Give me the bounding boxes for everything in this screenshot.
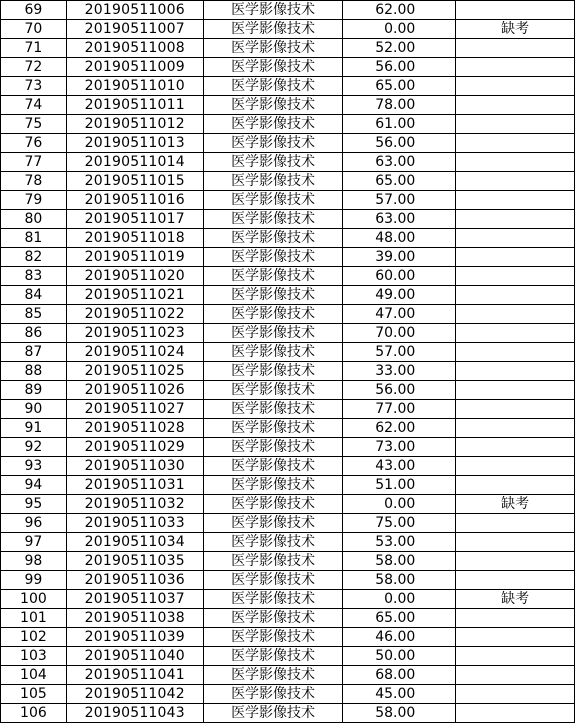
major-cell: 医学影像技术 [203, 381, 343, 400]
score-cell: 50.00 [343, 647, 456, 666]
exam-id-cell: 20190511037 [66, 590, 203, 609]
score-cell: 62.00 [343, 1, 456, 20]
note-cell [456, 552, 575, 571]
note-cell [456, 324, 575, 343]
table-row [1, 77, 575, 96]
note-cell [456, 172, 575, 191]
table-row [1, 1, 575, 20]
row-number-cell: 83 [1, 267, 67, 286]
exam-id-cell: 20190511036 [66, 571, 203, 590]
exam-id-cell: 20190511007 [66, 20, 203, 39]
exam-id-cell: 20190511014 [66, 153, 203, 172]
table-row [1, 552, 575, 571]
table-row [1, 400, 575, 419]
table-row [1, 115, 575, 134]
major-cell: 医学影像技术 [203, 419, 343, 438]
row-number-cell: 100 [1, 590, 67, 609]
score-cell: 68.00 [343, 666, 456, 685]
score-cell: 63.00 [343, 153, 456, 172]
table-row [1, 324, 575, 343]
table-row [1, 172, 575, 191]
table-row [1, 666, 575, 685]
exam-id-cell: 20190511015 [66, 172, 203, 191]
row-number-cell: 103 [1, 647, 67, 666]
score-cell: 0.00 [343, 495, 456, 514]
table-row [1, 96, 575, 115]
row-number-cell: 95 [1, 495, 67, 514]
row-number-cell: 74 [1, 96, 67, 115]
major-cell: 医学影像技术 [203, 609, 343, 628]
row-number-cell: 71 [1, 39, 67, 58]
row-number-cell: 81 [1, 229, 67, 248]
exam-id-cell: 20190511042 [66, 685, 203, 704]
row-number-cell: 93 [1, 457, 67, 476]
row-number-cell: 99 [1, 571, 67, 590]
row-number-cell: 77 [1, 153, 67, 172]
major-cell: 医学影像技术 [203, 77, 343, 96]
score-cell: 61.00 [343, 115, 456, 134]
row-number-cell: 73 [1, 77, 67, 96]
note-cell [456, 685, 575, 704]
major-cell: 医学影像技术 [203, 476, 343, 495]
major-cell: 医学影像技术 [203, 115, 343, 134]
score-cell: 70.00 [343, 324, 456, 343]
row-number-cell: 79 [1, 191, 67, 210]
score-cell: 56.00 [343, 134, 456, 153]
row-number-cell: 97 [1, 533, 67, 552]
major-cell: 医学影像技术 [203, 400, 343, 419]
note-cell [456, 343, 575, 362]
table-body [1, 1, 575, 723]
table-row [1, 419, 575, 438]
note-cell [456, 77, 575, 96]
note-cell [456, 419, 575, 438]
score-cell: 53.00 [343, 533, 456, 552]
exam-id-cell: 20190511008 [66, 39, 203, 58]
table-row [1, 248, 575, 267]
row-number-cell: 85 [1, 305, 67, 324]
major-cell: 医学影像技术 [203, 1, 343, 20]
note-cell [456, 267, 575, 286]
note-cell [456, 647, 575, 666]
table-row [1, 457, 575, 476]
row-number-cell: 76 [1, 134, 67, 153]
score-cell: 57.00 [343, 343, 456, 362]
note-cell [456, 704, 575, 723]
note-cell [456, 400, 575, 419]
table-row [1, 153, 575, 172]
major-cell: 医学影像技术 [203, 685, 343, 704]
row-number-cell: 90 [1, 400, 67, 419]
exam-id-cell: 20190511011 [66, 96, 203, 115]
major-cell: 医学影像技术 [203, 96, 343, 115]
note-cell [456, 115, 575, 134]
exam-id-cell: 20190511035 [66, 552, 203, 571]
exam-id-cell: 20190511034 [66, 533, 203, 552]
exam-id-cell: 20190511022 [66, 305, 203, 324]
note-cell [456, 1, 575, 20]
score-cell: 47.00 [343, 305, 456, 324]
score-cell: 45.00 [343, 685, 456, 704]
major-cell: 医学影像技术 [203, 134, 343, 153]
note-cell [456, 666, 575, 685]
row-number-cell: 98 [1, 552, 67, 571]
table-row [1, 647, 575, 666]
major-cell: 医学影像技术 [203, 286, 343, 305]
exam-id-cell: 20190511010 [66, 77, 203, 96]
note-cell [456, 191, 575, 210]
table-row [1, 267, 575, 286]
score-cell: 60.00 [343, 267, 456, 286]
table-row [1, 362, 575, 381]
exam-id-cell: 20190511006 [66, 1, 203, 20]
note-cell [456, 248, 575, 267]
exam-id-cell: 20190511030 [66, 457, 203, 476]
major-cell: 医学影像技术 [203, 191, 343, 210]
row-number-cell: 75 [1, 115, 67, 134]
note-cell [456, 381, 575, 400]
major-cell: 医学影像技术 [203, 571, 343, 590]
score-cell: 57.00 [343, 191, 456, 210]
row-number-cell: 84 [1, 286, 67, 305]
table-row [1, 286, 575, 305]
major-cell: 医学影像技术 [203, 210, 343, 229]
exam-id-cell: 20190511027 [66, 400, 203, 419]
score-cell: 56.00 [343, 58, 456, 77]
row-number-cell: 69 [1, 1, 67, 20]
note-cell [456, 58, 575, 77]
major-cell: 医学影像技术 [203, 495, 343, 514]
score-cell: 46.00 [343, 628, 456, 647]
major-cell: 医学影像技术 [203, 248, 343, 267]
table-row [1, 58, 575, 77]
row-number-cell: 105 [1, 685, 67, 704]
exam-id-cell: 20190511017 [66, 210, 203, 229]
score-cell: 48.00 [343, 229, 456, 248]
major-cell: 医学影像技术 [203, 628, 343, 647]
row-number-cell: 72 [1, 58, 67, 77]
score-cell: 65.00 [343, 609, 456, 628]
row-number-cell: 106 [1, 704, 67, 723]
table-row [1, 210, 575, 229]
exam-id-cell: 20190511041 [66, 666, 203, 685]
row-number-cell: 102 [1, 628, 67, 647]
score-cell: 56.00 [343, 381, 456, 400]
table-row [1, 514, 575, 533]
major-cell: 医学影像技术 [203, 590, 343, 609]
major-cell: 医学影像技术 [203, 457, 343, 476]
table-row [1, 343, 575, 362]
exam-id-cell: 20190511013 [66, 134, 203, 153]
score-cell: 58.00 [343, 704, 456, 723]
major-cell: 医学影像技术 [203, 362, 343, 381]
score-cell: 0.00 [343, 20, 456, 39]
major-cell: 医学影像技术 [203, 552, 343, 571]
note-cell [456, 134, 575, 153]
score-cell: 58.00 [343, 571, 456, 590]
note-cell [456, 286, 575, 305]
exam-id-cell: 20190511020 [66, 267, 203, 286]
score-cell: 43.00 [343, 457, 456, 476]
exam-id-cell: 20190511031 [66, 476, 203, 495]
score-cell: 62.00 [343, 419, 456, 438]
note-cell [456, 533, 575, 552]
row-number-cell: 80 [1, 210, 67, 229]
note-cell [456, 362, 575, 381]
table-row [1, 571, 575, 590]
note-cell [456, 438, 575, 457]
table-row [1, 704, 575, 723]
exam-id-cell: 20190511021 [66, 286, 203, 305]
note-cell: 缺考 [456, 590, 575, 609]
score-cell: 51.00 [343, 476, 456, 495]
score-cell: 65.00 [343, 77, 456, 96]
table-row [1, 685, 575, 704]
table-row [1, 476, 575, 495]
major-cell: 医学影像技术 [203, 324, 343, 343]
row-number-cell: 87 [1, 343, 67, 362]
exam-id-cell: 20190511040 [66, 647, 203, 666]
row-number-cell: 96 [1, 514, 67, 533]
note-cell [456, 514, 575, 533]
score-cell: 52.00 [343, 39, 456, 58]
major-cell: 医学影像技术 [203, 343, 343, 362]
major-cell: 医学影像技术 [203, 153, 343, 172]
note-cell [456, 476, 575, 495]
note-cell: 缺考 [456, 20, 575, 39]
major-cell: 医学影像技术 [203, 20, 343, 39]
table-row [1, 533, 575, 552]
row-number-cell: 70 [1, 20, 67, 39]
score-cell: 0.00 [343, 590, 456, 609]
row-number-cell: 78 [1, 172, 67, 191]
exam-id-cell: 20190511038 [66, 609, 203, 628]
exam-id-cell: 20190511012 [66, 115, 203, 134]
score-cell: 75.00 [343, 514, 456, 533]
exam-id-cell: 20190511016 [66, 191, 203, 210]
note-cell [456, 305, 575, 324]
note-cell [456, 628, 575, 647]
score-cell: 77.00 [343, 400, 456, 419]
major-cell: 医学影像技术 [203, 438, 343, 457]
note-cell: 缺考 [456, 495, 575, 514]
score-cell: 78.00 [343, 96, 456, 115]
note-cell [456, 571, 575, 590]
note-cell [456, 229, 575, 248]
table-row [1, 134, 575, 153]
table-row [1, 628, 575, 647]
table-row [1, 381, 575, 400]
note-cell [456, 210, 575, 229]
major-cell: 医学影像技术 [203, 267, 343, 286]
exam-id-cell: 20190511019 [66, 248, 203, 267]
table-row [1, 438, 575, 457]
major-cell: 医学影像技术 [203, 533, 343, 552]
score-cell: 58.00 [343, 552, 456, 571]
table-row [1, 495, 575, 514]
note-cell [456, 609, 575, 628]
row-number-cell: 101 [1, 609, 67, 628]
note-cell [456, 39, 575, 58]
score-cell: 65.00 [343, 172, 456, 191]
table-row [1, 20, 575, 39]
row-number-cell: 94 [1, 476, 67, 495]
exam-id-cell: 20190511039 [66, 628, 203, 647]
exam-id-cell: 20190511029 [66, 438, 203, 457]
major-cell: 医学影像技术 [203, 704, 343, 723]
row-number-cell: 89 [1, 381, 67, 400]
row-number-cell: 82 [1, 248, 67, 267]
row-number-cell: 92 [1, 438, 67, 457]
major-cell: 医学影像技术 [203, 229, 343, 248]
score-cell: 63.00 [343, 210, 456, 229]
score-cell: 33.00 [343, 362, 456, 381]
exam-id-cell: 20190511032 [66, 495, 203, 514]
row-number-cell: 104 [1, 666, 67, 685]
note-cell [456, 153, 575, 172]
exam-id-cell: 20190511009 [66, 58, 203, 77]
score-cell: 39.00 [343, 248, 456, 267]
exam-id-cell: 20190511024 [66, 343, 203, 362]
table-row [1, 305, 575, 324]
major-cell: 医学影像技术 [203, 39, 343, 58]
major-cell: 医学影像技术 [203, 58, 343, 77]
major-cell: 医学影像技术 [203, 305, 343, 324]
major-cell: 医学影像技术 [203, 172, 343, 191]
major-cell: 医学影像技术 [203, 666, 343, 685]
score-cell: 73.00 [343, 438, 456, 457]
row-number-cell: 88 [1, 362, 67, 381]
exam-id-cell: 20190511028 [66, 419, 203, 438]
table-row [1, 191, 575, 210]
exam-id-cell: 20190511023 [66, 324, 203, 343]
table-row [1, 590, 575, 609]
table-row [1, 229, 575, 248]
note-cell [456, 96, 575, 115]
exam-id-cell: 20190511033 [66, 514, 203, 533]
score-cell: 49.00 [343, 286, 456, 305]
exam-id-cell: 20190511026 [66, 381, 203, 400]
table-row [1, 39, 575, 58]
exam-id-cell: 20190511043 [66, 704, 203, 723]
table-row [1, 609, 575, 628]
major-cell: 医学影像技术 [203, 647, 343, 666]
row-number-cell: 91 [1, 419, 67, 438]
row-number-cell: 86 [1, 324, 67, 343]
exam-id-cell: 20190511018 [66, 229, 203, 248]
major-cell: 医学影像技术 [203, 514, 343, 533]
exam-id-cell: 20190511025 [66, 362, 203, 381]
note-cell [456, 457, 575, 476]
